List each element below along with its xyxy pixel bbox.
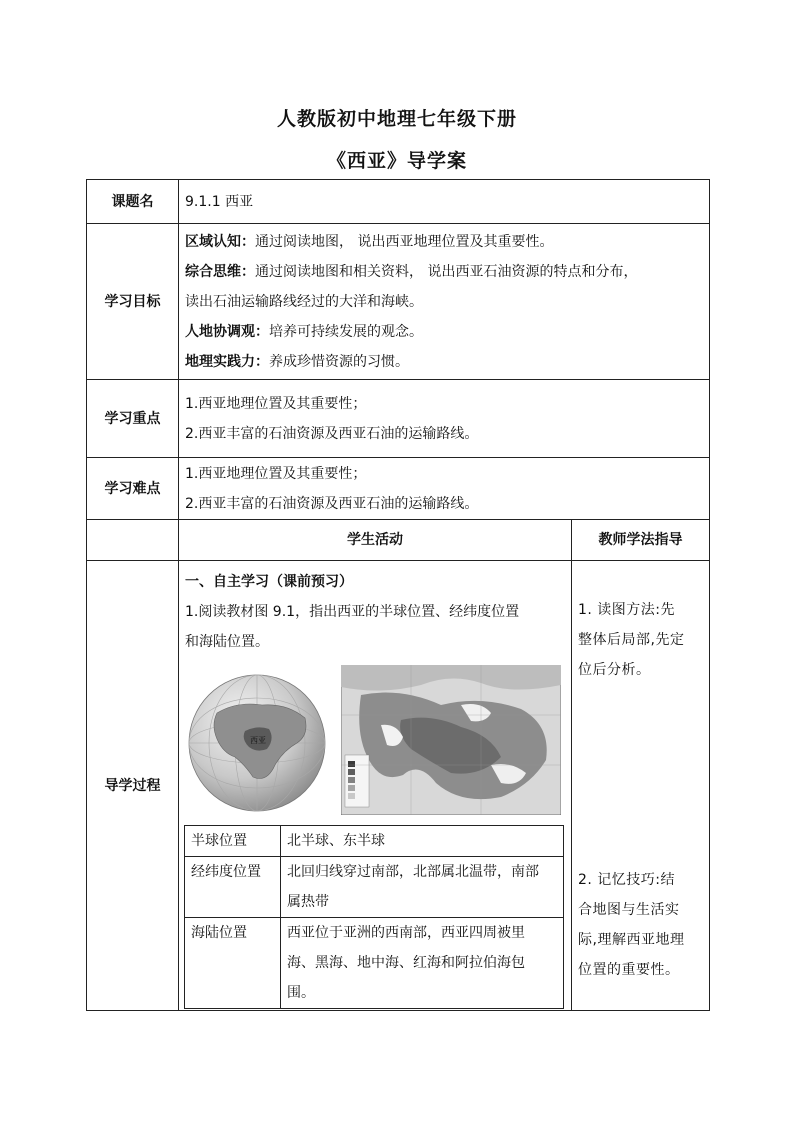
west-asia-map-image — [341, 665, 561, 815]
section-title: 一、自主学习（课前预习） — [185, 573, 353, 590]
key-point-item: 1.西亚地理位置及其重要性； — [185, 395, 367, 412]
location-value — [281, 917, 564, 1008]
objective-text: 培养可持续发展的观念。 — [269, 323, 423, 340]
globe-label: 西亚 — [250, 735, 266, 745]
doc-title: 人教版初中地理七年级下册 — [276, 108, 517, 130]
objective-continuation: 读出石油运输路线经过的大洋和海峡。 — [185, 293, 423, 310]
row-objectives — [87, 224, 710, 380]
objectives-label: 学习目标 — [87, 224, 179, 380]
difficulties-content — [179, 458, 710, 520]
guide-line: 际,理解西亚地理 — [578, 931, 685, 948]
guide-line: 整体后局部,先定 — [578, 631, 685, 648]
key-point-item: 2.西亚丰富的石油资源及西亚石油的运输路线。 — [185, 425, 479, 442]
question-line: 1.阅读教材图 9.1，指出西亚的半球位置、经纬度位置 — [185, 603, 520, 620]
objective-key: 综合思维： — [185, 263, 255, 280]
activity-cell — [179, 561, 572, 1011]
guide-line: 2. 记忆技巧:结 — [578, 871, 676, 888]
key-points-content — [179, 380, 710, 458]
row-key-points — [87, 380, 710, 458]
guide-tip-2 — [578, 865, 703, 985]
difficulties-label: 学习难点 — [87, 458, 179, 520]
row-difficulties — [87, 458, 710, 520]
objective-text: 养成珍惜资源的习惯。 — [269, 353, 409, 370]
topic-value: 9.1.1 西亚 — [179, 180, 710, 224]
objective-text: 通过阅读地图和相关资料， 说出西亚石油资源的特点和分布， — [255, 263, 638, 280]
objectives-content — [179, 224, 710, 380]
location-key: 海陆位置 — [185, 917, 281, 1008]
guide-header: 教师学法指导 — [572, 520, 710, 561]
objective-text: 通过阅读地图， 说出西亚地理位置及其重要性。 — [255, 233, 554, 250]
objective-item — [185, 257, 703, 287]
topic-label: 课题名 — [87, 180, 179, 224]
activity-header: 学生活动 — [179, 520, 572, 561]
location-key: 半球位置 — [185, 825, 281, 856]
objective-key: 地理实践力： — [185, 353, 269, 370]
doc-subtitle: 《西亚》导学案 — [326, 150, 467, 172]
guide-tip-1 — [578, 595, 703, 685]
difficulty-item: 2.西亚丰富的石油资源及西亚石油的运输路线。 — [185, 495, 479, 512]
process-label: 导学过程 — [87, 561, 179, 1011]
objective-item — [185, 317, 703, 347]
question-line: 和海陆位置。 — [185, 633, 269, 650]
value-line: 围。 — [287, 984, 315, 1001]
figure-images — [185, 665, 565, 815]
value-line: 西亚位于亚洲的西南部，西亚四周被里 — [287, 924, 525, 941]
location-row — [185, 825, 564, 856]
objective-key: 区域认知： — [185, 233, 255, 250]
guide-line: 位后分析。 — [578, 661, 651, 678]
guide-cell — [572, 561, 710, 1011]
guide-line: 位置的重要性。 — [578, 961, 680, 978]
lesson-table — [86, 179, 710, 1011]
value-line: 属热带 — [287, 893, 329, 910]
objective-item — [185, 347, 703, 377]
value-line: 北回归线穿过南部，北部属北温带，南部 — [287, 863, 539, 880]
row-topic — [87, 180, 710, 224]
objective-key: 人地协调观： — [185, 323, 269, 340]
value-line: 北半球、东半球 — [287, 832, 385, 849]
value-line: 海、黑海、地中海、红海和阿拉伯海包 — [287, 954, 525, 971]
empty-cell — [87, 520, 179, 561]
guide-line: 合地图与生活实 — [578, 901, 680, 918]
location-value — [281, 856, 564, 917]
row-process — [87, 561, 710, 1011]
row-column-headers — [87, 520, 710, 561]
location-row — [185, 856, 564, 917]
guide-line: 1. 读图方法:先 — [578, 601, 676, 618]
location-row — [185, 917, 564, 1008]
globe-image — [187, 673, 327, 813]
difficulty-item: 1.西亚地理位置及其重要性； — [185, 465, 367, 482]
objective-item — [185, 227, 703, 257]
location-key: 经纬度位置 — [185, 856, 281, 917]
location-table — [184, 825, 564, 1009]
location-value — [281, 825, 564, 856]
key-points-label: 学习重点 — [87, 380, 179, 458]
